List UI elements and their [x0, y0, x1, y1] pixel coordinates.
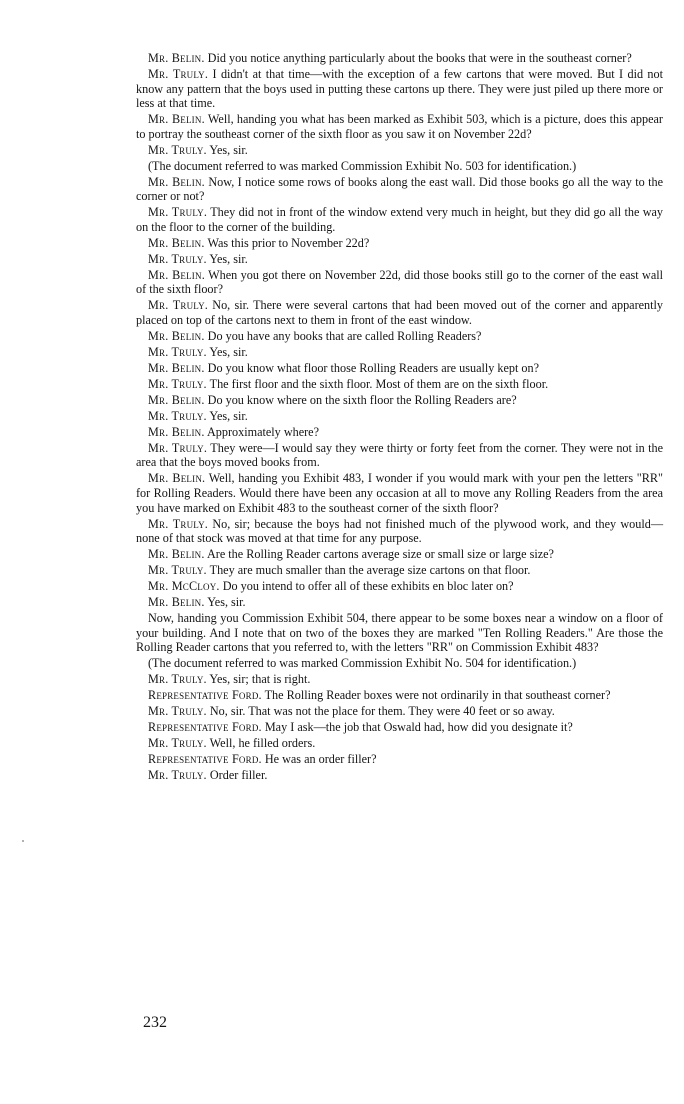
speaker-name: Representative Ford. [148, 752, 262, 767]
paragraph-text: The Rolling Reader boxes were not ordinarily in that southeast corner? [264, 688, 611, 703]
transcript-paragraph [136, 112, 663, 141]
paragraph-text: Yes, sir. [209, 408, 248, 423]
speaker-name: Mr. Belin. [148, 392, 205, 407]
transcript-paragraph [136, 175, 663, 204]
paragraph-text: May I ask—the job that Oswald had, how did you designate it? [264, 720, 573, 735]
transcript-paragraph [136, 268, 663, 297]
paragraph-text: Do you know where on the sixth floor the Rolling Readers are? [207, 392, 517, 407]
speaker-name: Mr. Belin. [148, 424, 205, 439]
transcript-paragraph [136, 51, 663, 66]
paragraph-text: Was this prior to November 22d? [207, 235, 370, 250]
speaker-name: Mr. Truly. [148, 298, 209, 313]
speaker-name: Mr. Truly. [148, 516, 209, 531]
transcript-paragraph [136, 393, 663, 408]
paragraph-text: Now, handing you Commission Exhibit 504, there appear to be some boxes near a window on a floor of your building. And I note that on two of the boxes they are marked "Ten Rolling Readers." Are those the Rolling Reader cartons that you referred to, with the letters "RR" on Commission Exhibit 483? [136, 611, 663, 655]
transcript-body [136, 51, 663, 783]
speaker-name: Mr. Truly. [148, 344, 207, 359]
paragraph-text: Well, handing you Exhibit 483, I wonder if you would mark with your pen the letters "RR" for Rolling Readers. Would there have been any occasion at all to move any Rolling Readers from the area you have marked on Exhibit 483 to the southeast corner of the sixth floor? [136, 471, 664, 515]
speaker-name: Representative Ford. [148, 688, 262, 703]
transcript-paragraph [136, 361, 663, 376]
speaker-name: Mr. Truly. [148, 66, 209, 81]
speaker-name: Mr. Truly. [148, 142, 207, 157]
speaker-name: Representative Ford. [148, 720, 262, 735]
speaker-name: Mr. Belin. [148, 51, 205, 65]
transcript-page [136, 51, 663, 784]
speaker-name: Mr. Truly. [148, 768, 207, 783]
paragraph-text: He was an order filler? [264, 752, 377, 767]
margin-mark [22, 840, 24, 842]
transcript-paragraph [136, 425, 663, 440]
transcript-paragraph [136, 205, 663, 234]
transcript-paragraph [136, 656, 663, 671]
transcript-paragraph [136, 547, 663, 562]
speaker-name: Mr. Belin. [148, 328, 205, 343]
paragraph-text: Yes, sir. [209, 251, 248, 266]
paragraph-text: Well, he filled orders. [209, 736, 316, 751]
speaker-name: Mr. Belin. [148, 235, 205, 250]
paragraph-text: Yes, sir; that is right. [209, 672, 311, 687]
transcript-paragraph [136, 377, 663, 392]
paragraph-text: No, sir. That was not the place for them. They were 40 feet or so away. [209, 704, 555, 719]
speaker-name: Mr. Truly. [148, 205, 208, 220]
paragraph-text: Approximately where? [206, 424, 319, 439]
paragraph-text: Yes, sir. [209, 142, 248, 157]
paragraph-text: Yes, sir. [207, 595, 246, 610]
paragraph-text: (The document referred to was marked Commission Exhibit No. 504 for identification.) [148, 656, 577, 671]
transcript-paragraph [136, 67, 663, 111]
transcript-paragraph [136, 471, 663, 515]
transcript-paragraph [136, 236, 663, 251]
transcript-paragraph [136, 329, 663, 344]
paragraph-text: Well, handing you what has been marked as Exhibit 503, which is a picture, does this appear to portray the southeast corner of the sixth floor as you saw it on November 22d? [136, 112, 663, 141]
transcript-paragraph [136, 768, 663, 783]
transcript-paragraph [136, 159, 663, 174]
paragraph-text: When you got there on November 22d, did those books still go to the corner of the east wall of the sixth floor? [136, 267, 664, 297]
paragraph-text: The first floor and the sixth floor. Most of them are on the sixth floor. [209, 376, 549, 391]
paragraph-text: Order filler. [209, 768, 268, 783]
speaker-name: Mr. Truly. [148, 408, 207, 423]
speaker-name: Mr. Truly. [148, 672, 207, 687]
paragraph-text: They were—I would say they were thirty or forty feet from the corner. They were not in the area that the boys moved books from. [136, 440, 664, 470]
paragraph-text: They are much smaller than the average size cartons on that floor. [209, 563, 531, 578]
transcript-paragraph [136, 409, 663, 424]
transcript-paragraph [136, 563, 663, 578]
speaker-name: Mr. Belin. [148, 595, 205, 610]
speaker-name: Mr. Truly. [148, 563, 207, 578]
speaker-name: Mr. Belin. [148, 174, 205, 189]
transcript-paragraph [136, 720, 663, 735]
transcript-paragraph [136, 736, 663, 751]
paragraph-text: Do you have any books that are called Rolling Readers? [207, 328, 482, 343]
page-number: 232 [143, 1014, 167, 1031]
transcript-paragraph [136, 143, 663, 158]
paragraph-text: Are the Rolling Reader cartons average size or small size or large size? [206, 547, 554, 562]
transcript-paragraph [136, 298, 663, 327]
paragraph-text: Do you know what floor those Rolling Readers are usually kept on? [207, 360, 540, 375]
speaker-name: Mr. Belin. [148, 471, 206, 486]
speaker-name: Mr. Belin. [148, 360, 205, 375]
transcript-paragraph [136, 611, 663, 655]
paragraph-text: I didn't at that time—with the exception of a few cartons that were moved. But I did not know any pattern that the boys used in putting these cartons up there. They were just piled up there more or less at that time. [136, 66, 664, 111]
paragraph-text: Now, I notice some rows of books along the east wall. Did those books go all the way to the corner or not? [136, 174, 664, 204]
paragraph-text: No, sir. There were several cartons that had been moved out of the corner and apparently placed on top of the cartons next to them in front of the east window. [136, 298, 663, 327]
transcript-paragraph [136, 441, 663, 470]
paragraph-text: Yes, sir. [209, 344, 248, 359]
paragraph-text: (The document referred to was marked Commission Exhibit No. 503 for identification.) [148, 158, 577, 173]
speaker-name: Mr. Truly. [148, 251, 207, 266]
transcript-paragraph [136, 672, 663, 687]
speaker-name: Mr. Truly. [148, 704, 207, 719]
speaker-name: Mr. Truly. [148, 440, 208, 455]
transcript-paragraph [136, 579, 663, 594]
paragraph-text: Do you intend to offer all of these exhibits en bloc later on? [222, 579, 514, 594]
transcript-paragraph [136, 252, 663, 267]
paragraph-text: Did you notice anything particularly about the books that were in the southeast corner? [207, 51, 632, 65]
speaker-name: Mr. Belin. [148, 112, 205, 127]
transcript-paragraph [136, 704, 663, 719]
transcript-paragraph [136, 517, 663, 546]
transcript-paragraph [136, 345, 663, 360]
speaker-name: Mr. Belin. [148, 267, 205, 282]
speaker-name: Mr. Truly. [148, 376, 207, 391]
transcript-paragraph [136, 688, 663, 703]
speaker-name: Mr. Truly. [148, 736, 207, 751]
transcript-paragraph [136, 752, 663, 767]
speaker-name: Mr. McCloy. [148, 579, 220, 594]
paragraph-text: No, sir; because the boys had not finished much of the plywood work, and they would—none of that stock was moved at that time for any purpose. [136, 516, 664, 546]
transcript-paragraph [136, 595, 663, 610]
paragraph-text: They did not in front of the window extend very much in height, but they did go all the way on the floor to the corner of the building. [136, 205, 663, 234]
speaker-name: Mr. Belin. [148, 547, 205, 562]
